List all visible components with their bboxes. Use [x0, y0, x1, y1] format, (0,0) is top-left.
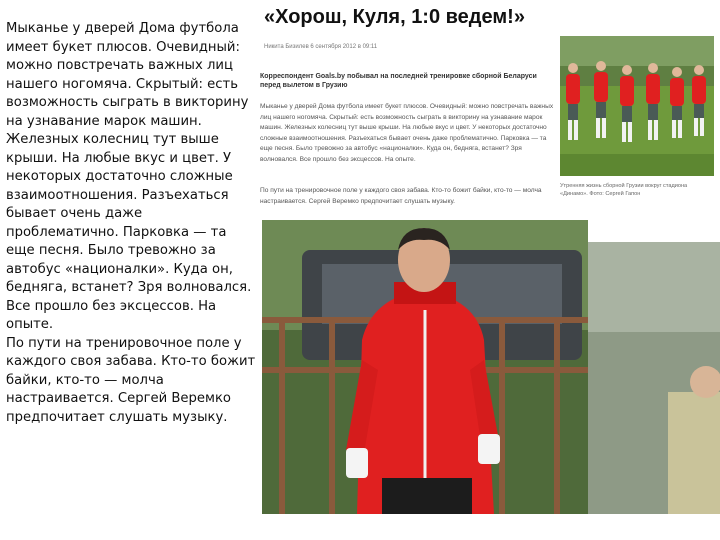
clipping-body-1: Мыканье у дверей Дома футбола имеет букет плюсов. Очевидный: можно повстречать важных лиц нашего ногомяча. Скрытый: есть возможность сыграть в викторину на узнавание марок машин. Железных колесниц тут выше крыши. На любые вкус и цвет. У некоторых достаточно сложные взаимоотношения. Разъехаться бывает очень даже проблематично. Парковка — та еще песня. Было тревожно за автобус «националки». Куда он, бедняга, встанет? Зря волновался. Все прошло без эксцессов. На опыте. [260, 103, 554, 163]
main-paragraph-1: Мыканье у дверей Дома футбола имеет букет плюсов. Очевидный: можно повстречать важных лиц нашего ногомяча. Скрытый: есть возможность сыграть в викторину на узнавание марок машин. Железных колесниц тут выше крыши. На любые вкус и цвет. У некоторых достаточно сложные взаимоотношения. Разъехаться бывает очень даже проблематично. Парковка — та еще песня. Было тревожно за автобус «националки». Куда он, бедняга, встанет? Зря волновался. Все прошло без эксцессов. На опыте. [6, 21, 252, 332]
clipping-body-2: По пути на тренировочное поле у каждого своя забава. Кто-то божит байки, кто-то — молча настраивается. Сергей Веремко предпочитает слушать музыку. [260, 187, 542, 205]
clipping-lead: Корреспондент Goals.by побывал на последней тренировке сборной Беларуси перед вылетом в Грузию [260, 73, 537, 89]
clipping-headline: «Хорош, Куля, 1:0 ведем!» [264, 6, 525, 28]
photo-caption: Утренняя жизнь сборной Грузии вокруг стадиона «Динамо». Фото: Сергей Гапон [560, 183, 688, 197]
slide-text-column [6, 20, 258, 427]
player-photo [262, 220, 588, 514]
team-training-photo [560, 36, 714, 176]
clipping-byline: Никита Бизилев 6 сентября 2012 в 09:11 [264, 44, 378, 50]
main-paragraph-2: По пути на тренировочное поле у каждого своя забава. Кто-то божит байки, кто-то — молча настраивается. Сергей Веремко предпочитает слушать музыку. [6, 335, 256, 425]
newspaper-clipping [258, 0, 720, 516]
